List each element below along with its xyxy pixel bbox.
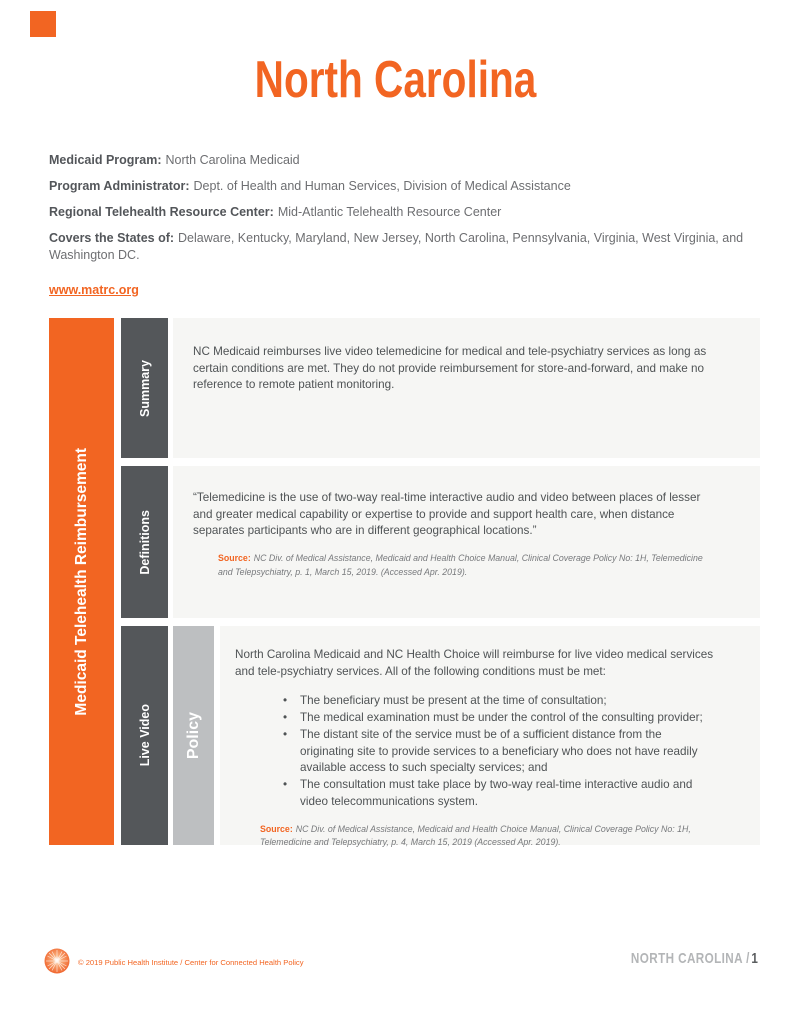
field-value: Dept. of Health and Human Services, Division of Medical Assistance: [193, 179, 571, 193]
matrc-link[interactable]: www.matrc.org: [49, 282, 139, 297]
field-regional-trc: [49, 204, 755, 221]
field-covered-states: [49, 230, 755, 263]
copyright-text: © 2019 Public Health Institute / Center for Connected Health Policy: [78, 958, 304, 967]
field-label: Program Administrator:: [49, 179, 190, 193]
list-item: • The consultation must take place by two-way real-time interactive audio and video telecommunications system.: [283, 777, 703, 810]
live-video-content: [220, 626, 760, 848]
conditions-list: [235, 693, 718, 810]
tab-summary: [121, 318, 168, 458]
page-reference: [631, 950, 758, 967]
tab-policy-label: Policy: [184, 711, 202, 760]
list-item: • The medical examination must be under the control of the consulting provider;: [283, 710, 703, 727]
tab-policy: [173, 626, 214, 845]
tab-live-video-label: Live Video: [137, 704, 152, 767]
source-citation: NC Div. of Medical Assistance, Medicaid and Health Choice Manual, Clinical Coverage Policy No: 1H, Telemedicine and Telepsychiatry, p. 1, March 15, 2019. (Accessed Apr. 2019).: [218, 553, 703, 577]
page-title: North Carolina: [254, 51, 537, 109]
page-number: 1: [751, 950, 758, 967]
sidebar-category-label: Medicaid Telehealth Reimbursement: [72, 447, 90, 716]
source-label: Source:: [218, 553, 251, 564]
field-value: Delaware, Kentucky, Maryland, New Jersey, North Carolina, Pennsylvania, Virginia, West Virginia, and Washington DC.: [49, 231, 744, 262]
field-value: North Carolina Medicaid: [165, 153, 300, 167]
field-label: Regional Telehealth Resource Center:: [49, 205, 274, 219]
brand-mark: [30, 11, 56, 37]
source-label: Source:: [260, 823, 293, 834]
list-item: • The distant site of the service must be of a sufficient distance from the originating site to provide services to a beneficiary who does not have readily available access to such specialty services; and: [283, 727, 703, 777]
definitions-source: [218, 552, 718, 579]
header-info: [49, 152, 755, 298]
source-citation: NC Div. of Medical Assistance, Medicaid and Health Choice Manual, Clinical Coverage Policy No: 1H, Telemedicine and Telepsychiatry, p. 4, March 15, 2019 (Accessed Apr. 2019).: [260, 823, 691, 848]
summary-text: NC Medicaid reimburses live video telemedicine for medical and tele-psychiatry services as long as certain conditions are met. They do not provide reimbursement for store-and-forward, and make no reference to remote patient monitoring.: [193, 345, 707, 392]
tab-definitions: [121, 466, 168, 618]
list-item: • The beneficiary must be present at the time of consultation;: [283, 693, 703, 710]
definitions-quote: “Telemedicine is the use of two-way real-time interactive audio and video between places of lesser and greater medical capability or expertise to provide and support health care, when distance separates participants who are in different geographical locations.”: [193, 491, 701, 538]
live-video-source: [260, 823, 718, 850]
cchp-logo-icon: [44, 948, 70, 974]
field-program-administrator: [49, 178, 755, 195]
field-label: Medicaid Program:: [49, 153, 162, 167]
tab-definitions-label: Definitions: [137, 509, 152, 575]
summary-content: [173, 318, 760, 458]
definitions-content: [173, 466, 760, 618]
field-value: Mid-Atlantic Telehealth Resource Center: [277, 205, 502, 219]
live-video-intro: North Carolina Medicaid and NC Health Choice will reimburse for live video medical services and tele-psychiatry services. All of the following conditions must be met:: [235, 648, 714, 678]
field-medicaid-program: [49, 152, 755, 169]
page-state-label: NORTH CAROLINA /: [630, 950, 750, 967]
tab-live-video: [121, 626, 168, 845]
field-label: Covers the States of:: [49, 231, 175, 245]
sidebar-category-band: [49, 318, 114, 845]
tab-summary-label: Summary: [137, 359, 152, 417]
